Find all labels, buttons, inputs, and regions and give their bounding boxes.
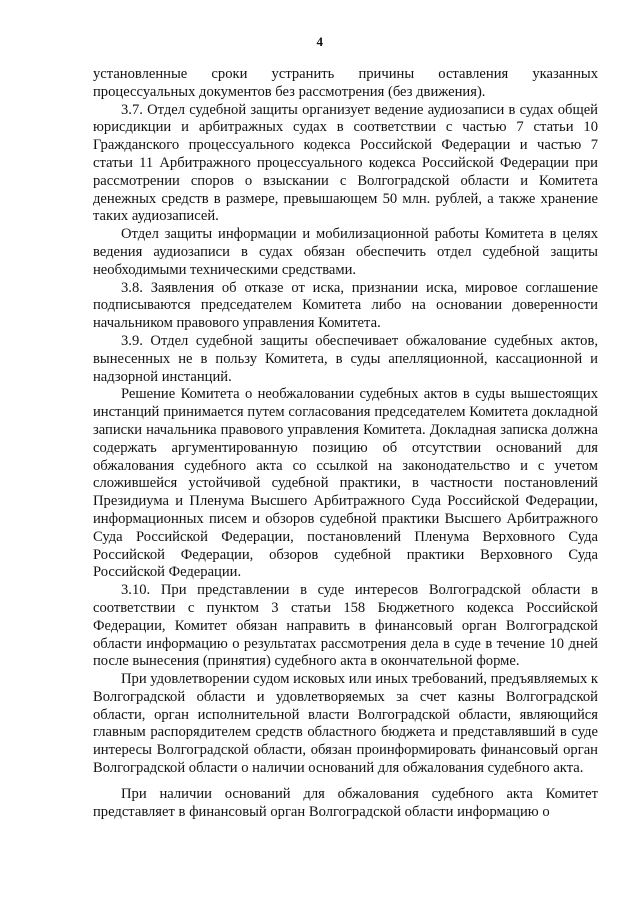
paragraph-3-8: 3.8. Заявления об отказе от иска, признании иска, мировое соглашение подписываются председателем Комитета либо на основании доверенности начальником правового управления Комитета. [93, 279, 598, 332]
paragraph-3-10: 3.10. При представлении в суде интересов Волгоградской области в соответствии с пунктом 3 статьи 158 Бюджетного кодекса Российской Федерации, Комитет обязан направить в финансовый орган Волгоградской области информацию о результатах рассмотрения дела в суде в течение 10 дней после вынесения (принятия) судебного акта в окончательной форме. [93, 582, 598, 670]
paragraph-information-security: Отдел защиты информации и мобилизационной работы Комитета в целях ведения аудиозаписи в судах обязан обеспечить отдел судебной защиты необходимыми техническими средствами. [93, 226, 598, 278]
paragraph-3-7: 3.7. Отдел судебной защиты организует ведение аудиозаписи в судах общей юрисдикции и арбитражных судах в соответствии с частью 7 статьи 10 Гражданского процессуального кодекса Российской Федерации и частью 7 статьи 11 Арбитражного процессуального кодекса Российской Федерации при рассмотрении споров о взыскании с Волгоградской области и Комитета денежных средств в размере, превышающем 50 млн. рублей, а также хранение таких аудиозаписей. [93, 101, 598, 225]
document-body [93, 66, 598, 821]
page-number: 4 [316, 34, 324, 49]
paragraph-appeal-grounds: При наличии оснований для обжалования судебного акта Комитет представляет в финансовый орган Волгоградской области информацию о [93, 785, 598, 820]
paragraph-3-9: 3.9. Отдел судебной защиты обеспечивает обжалование судебных актов, вынесенных не в пользу Комитета, в суды апелляционной, кассационной и надзорной инстанций. [93, 332, 598, 385]
paragraph-claims-satisfaction: При удовлетворении судом исковых или иных требований, предъявляемых к Волгоградской области и удовлетворяемых за счет казны Волгоградской области, орган исполнительной власти Волгоградской области, являющийся главным распорядителем средств областного бюджета и представлявший в суде интересы Волгоградской области, обязан проинформировать финансовый орган Волгоградской области о наличии оснований для обжалования судебного акта. [93, 671, 598, 777]
paragraph-continuation: установленные сроки устранить причины оставления указанных процессуальных документов без рассмотрения (без движения). [93, 66, 598, 100]
paragraph-non-appeal-decision: Решение Комитета о необжаловании судебных актов в суды вышестоящих инстанций принимается путем согласования председателем Комитета докладной записки начальника правового управления Комитета. Докладная записка должна содержать аргументированную позицию об отсутствии оснований для обжалования судебного акта со ссылкой на законодательство и с учетом сложившейся устойчивой судебной практики, в частности постановлений Президиума и Пленума Высшего Арбитражного Суда Российской Федерации, информационных писем и обзоров судебной практики Высшего Арбитражного Суда Российской Федерации, постановлений Пленума Верховного Суда Российской Федерации, обзоров судебной практики Верховного Суда Российской Федерации. [93, 386, 598, 581]
